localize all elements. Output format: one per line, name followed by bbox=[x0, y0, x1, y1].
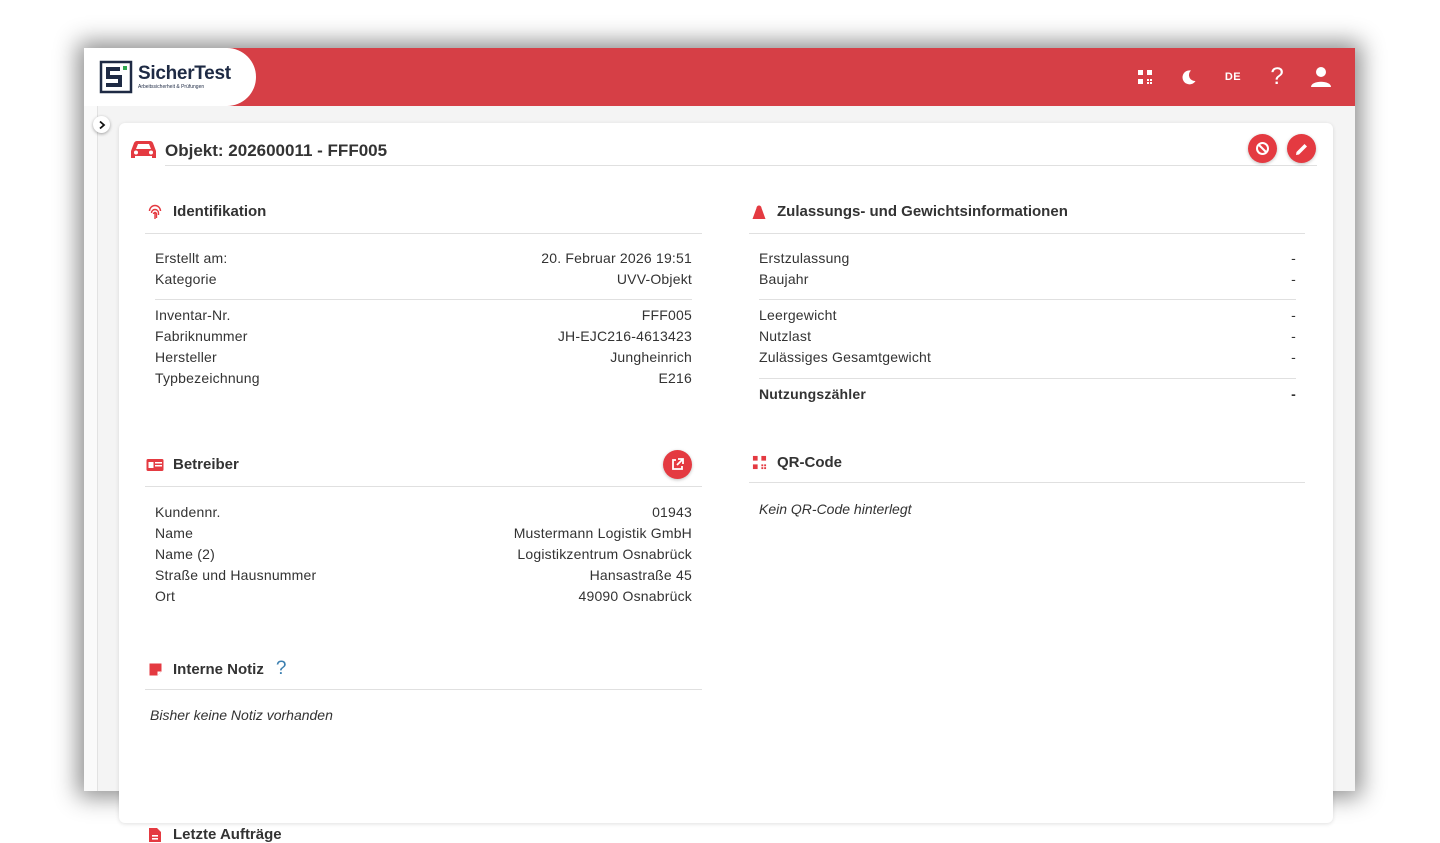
qr-code-icon bbox=[749, 455, 769, 470]
section-auftraege-label: Letzte Aufträge bbox=[173, 826, 282, 843]
top-app-bar bbox=[84, 48, 1355, 106]
row-label: Nutzlast bbox=[759, 328, 812, 344]
external-link-icon bbox=[670, 457, 685, 472]
row-label: Name (2) bbox=[155, 546, 215, 562]
object-detail-card bbox=[119, 123, 1333, 843]
section-betreiber-label: Betreiber bbox=[173, 456, 239, 473]
pencil-icon bbox=[1295, 142, 1309, 156]
row-value: Logistikzentrum Osnabrück bbox=[517, 546, 692, 562]
row-value: E216 bbox=[658, 370, 692, 386]
row-label: Straße und Hausnummer bbox=[155, 567, 317, 583]
car-icon bbox=[129, 139, 158, 161]
usage-counter-row bbox=[759, 386, 1296, 407]
logo-name: SicherTest bbox=[138, 62, 231, 84]
divider bbox=[749, 482, 1305, 483]
divider bbox=[145, 233, 702, 234]
row-value: - bbox=[1291, 386, 1296, 402]
divider bbox=[145, 689, 702, 690]
info-row bbox=[155, 349, 692, 370]
row-value: - bbox=[1291, 307, 1296, 323]
row-label: Baujahr bbox=[759, 271, 809, 287]
row-label: Fabriknummer bbox=[155, 328, 248, 344]
notiz-help-icon[interactable]: ? bbox=[275, 658, 287, 679]
row-value: 01943 bbox=[652, 504, 692, 520]
row-label: Inventar-Nr. bbox=[155, 307, 231, 323]
row-value: - bbox=[1291, 250, 1296, 266]
row-label: Leergewicht bbox=[759, 307, 837, 323]
language-button[interactable]: DE bbox=[1224, 71, 1242, 83]
row-value: JH-EJC216-4613423 bbox=[557, 328, 692, 344]
sidebar-expand-button[interactable] bbox=[93, 116, 110, 133]
chevron-right-icon bbox=[97, 120, 107, 130]
divider bbox=[145, 486, 702, 487]
divider bbox=[155, 299, 692, 300]
row-label: Erstellt am: bbox=[155, 250, 228, 266]
deactivate-button[interactable] bbox=[1248, 134, 1277, 163]
edit-button[interactable] bbox=[1287, 134, 1316, 163]
row-value: - bbox=[1291, 328, 1296, 344]
note-icon bbox=[145, 662, 165, 677]
qr-code-icon bbox=[1137, 69, 1153, 85]
info-row bbox=[155, 307, 692, 328]
row-value: FFF005 bbox=[641, 307, 692, 323]
section-auftraege-title bbox=[145, 826, 282, 843]
logo-mark-icon bbox=[100, 61, 132, 93]
user-icon bbox=[1310, 66, 1332, 88]
logo[interactable] bbox=[84, 48, 256, 106]
card-header bbox=[129, 135, 1317, 167]
row-label: Zulässiges Gesamtgewicht bbox=[759, 349, 932, 365]
fingerprint-icon bbox=[145, 204, 165, 220]
account-button[interactable] bbox=[1299, 55, 1343, 99]
moon-icon bbox=[1181, 69, 1197, 85]
qr-scan-button[interactable] bbox=[1123, 55, 1167, 99]
section-betreiber-title bbox=[145, 456, 239, 473]
info-row bbox=[155, 328, 692, 349]
open-customer-button[interactable] bbox=[663, 450, 692, 479]
info-row bbox=[155, 588, 692, 609]
block-icon bbox=[1255, 141, 1270, 156]
info-row bbox=[759, 271, 1296, 292]
section-notiz-title bbox=[145, 658, 286, 680]
row-label: Kategorie bbox=[155, 271, 217, 287]
info-row bbox=[759, 250, 1296, 271]
row-value: Mustermann Logistik GmbH bbox=[513, 525, 692, 541]
row-value: UVV-Objekt bbox=[616, 271, 692, 287]
app-window bbox=[84, 48, 1355, 843]
row-value: - bbox=[1291, 271, 1296, 287]
divider bbox=[759, 299, 1296, 300]
row-value: Jungheinrich bbox=[610, 349, 692, 365]
row-label: Ort bbox=[155, 588, 176, 604]
row-label: Typbezeichnung bbox=[155, 370, 260, 386]
info-row bbox=[155, 525, 692, 546]
info-row bbox=[155, 271, 692, 292]
section-identifikation-label: Identifikation bbox=[173, 203, 267, 220]
id-card-icon bbox=[145, 458, 165, 472]
dark-mode-button[interactable] bbox=[1167, 55, 1211, 99]
info-row bbox=[759, 349, 1296, 370]
weight-icon bbox=[749, 204, 769, 220]
section-zulassung-label: Zulassungs- und Gewichtsinformationen bbox=[777, 203, 1068, 220]
info-row bbox=[155, 567, 692, 588]
row-value: 49090 Osnabrück bbox=[578, 588, 692, 604]
section-qrcode-label: QR-Code bbox=[777, 454, 842, 471]
row-label: Hersteller bbox=[155, 349, 217, 365]
section-identifikation-title bbox=[145, 203, 266, 220]
info-row bbox=[155, 504, 692, 525]
info-row bbox=[155, 250, 692, 271]
row-value: Hansastraße 45 bbox=[589, 567, 692, 583]
card-header-divider bbox=[165, 165, 1317, 166]
section-zulassung-title bbox=[749, 203, 1068, 220]
help-button[interactable]: ? bbox=[1270, 63, 1284, 90]
row-value: - bbox=[1291, 349, 1296, 365]
divider bbox=[759, 378, 1296, 379]
row-value: 20. Februar 2026 19:51 bbox=[541, 250, 692, 266]
row-label: Kundennr. bbox=[155, 504, 221, 520]
info-row bbox=[155, 370, 692, 391]
info-row bbox=[155, 546, 692, 567]
logo-tagline: Arbeitssicherheit & Prüfungen bbox=[138, 83, 205, 90]
row-label: Erstzulassung bbox=[759, 250, 850, 266]
divider bbox=[749, 233, 1305, 234]
section-qrcode-title bbox=[749, 454, 842, 471]
notiz-empty-text: Bisher keine Notiz vorhanden bbox=[150, 707, 333, 723]
row-label: Nutzungszähler bbox=[759, 386, 867, 402]
page-title: Objekt: 202600011 - FFF005 bbox=[165, 141, 388, 160]
info-row bbox=[759, 307, 1296, 328]
section-notiz-label: Interne Notiz bbox=[173, 660, 264, 678]
info-row bbox=[759, 328, 1296, 349]
row-label: Name bbox=[155, 525, 194, 541]
qrcode-empty-text: Kein QR-Code hinterlegt bbox=[759, 501, 912, 517]
collapsed-sidebar bbox=[84, 106, 98, 791]
document-icon bbox=[145, 827, 165, 843]
